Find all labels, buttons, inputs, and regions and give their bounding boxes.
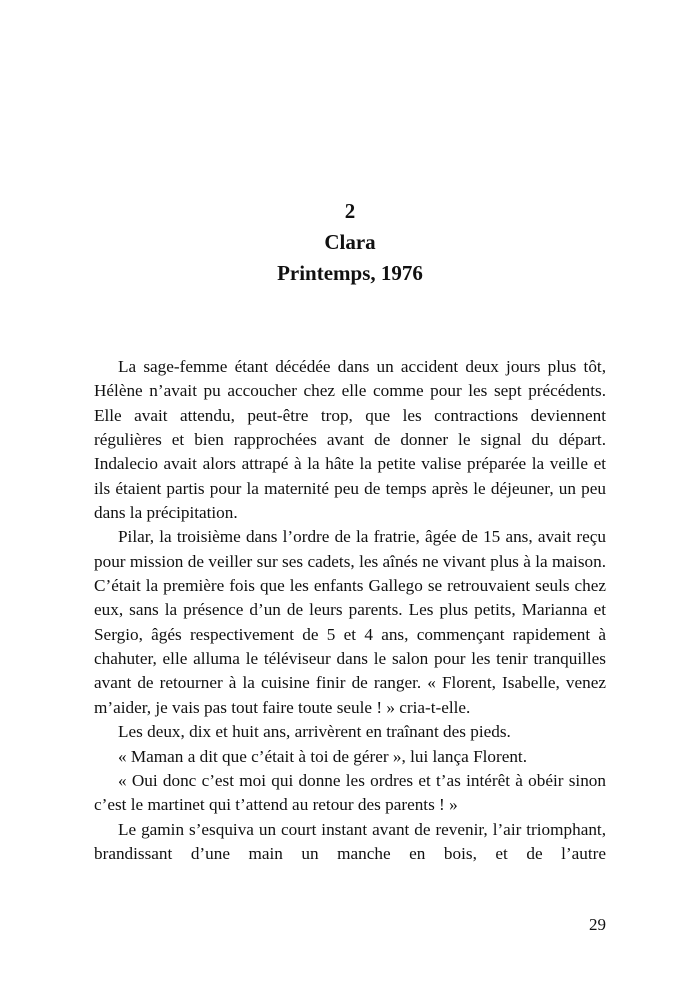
chapter-number: 2 [344, 199, 356, 223]
chapter-header [0, 196, 700, 289]
paragraph: Pilar, la troisième dans l’ordre de la fratrie, âgée de 15 ans, avait reçu pour mission de veiller sur ses cadets, les aînés ne vivant plus à la maison. C’était la première fois que les enfants Gallego se retrouvaient seuls chez eux, sans la présence d’un de leurs parents. Les plus petits, Marianna et Sergio, âgés respectivement de 5 et 4 ans, commençant rapidement à chahuter, elle alluma le téléviseur dans le salon pour les tenir tranquilles avant de retourner à la cuisine finir de ranger. « Florent, Isabelle, venez m’aider, je vais pas tout faire toute seule ! » cria-t-elle. [94, 527, 606, 717]
chapter-title: Clara [324, 230, 376, 254]
paragraph: « Oui donc c’est moi qui donne les ordres et t’as intérêt à obéir sinon c’est le martinet qui t’attend au retour des parents ! » [94, 770, 606, 815]
paragraph: Le gamin s’esquiva un court instant avant de revenir, l’air triomphant, brandissant d’une main un manche en bois, et de l’autre [94, 819, 606, 863]
paragraph: La sage-femme étant décédée dans un accident deux jours plus tôt, Hélène n’avait pu accoucher chez elle comme pour les sept précédents. Elle avait attendu, peut-être trop, que les contractions deviennent régulières et bien rapprochées avant de donner le signal du départ. Indalecio avait alors attrapé à la hâte la petite valise préparée la veille et ils étaient partis pour la maternité peu de temps après le déjeuner, un peu dans la précipitation. [94, 357, 606, 523]
paragraph: Les deux, dix et huit ans, arrivèrent en traînant des pieds. [118, 722, 511, 742]
chapter-subtitle: Printemps, 1976 [277, 261, 423, 285]
body-text [94, 355, 606, 866]
page-number: 29 [589, 915, 606, 934]
paragraph: « Maman a dit que c’était à toi de gérer », lui lança Florent. [118, 746, 528, 766]
